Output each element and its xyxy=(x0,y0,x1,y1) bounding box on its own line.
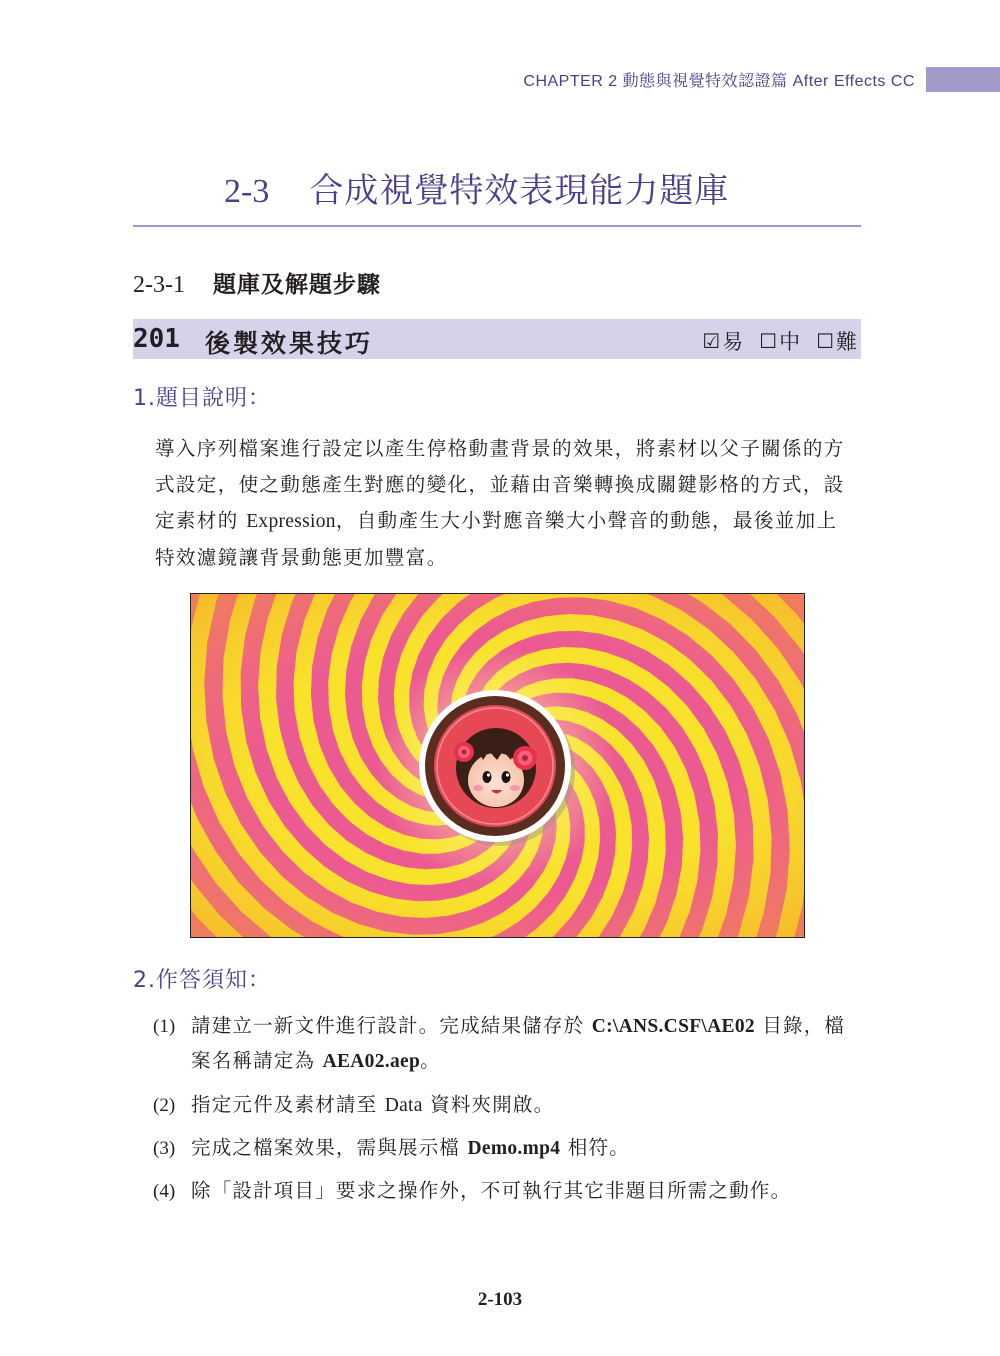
list-item: (2) 指定元件及素材請至 Data 資料夾開啟。 xyxy=(153,1093,555,1116)
running-head: CHAPTER 2 動態與視覺特效認證篇 After Effects CC xyxy=(523,73,915,90)
list-item: (4) 除「設計項目」要求之操作外，不可執行其它非題目所需之動作。 xyxy=(153,1179,792,1202)
difficulty-hard xyxy=(816,326,857,356)
difficulty-rating xyxy=(702,326,857,356)
question-bar xyxy=(133,319,861,359)
preview-image xyxy=(190,593,805,938)
list-item-continued: 案名稱請定為 AEA02.aep。 xyxy=(191,1049,441,1072)
section-divider xyxy=(133,225,861,227)
list-item: (3) 完成之檔案效果，需與展示檔 Demo.mp4 相符。 xyxy=(153,1136,630,1159)
description-heading: 1.題目說明： xyxy=(133,386,271,411)
section-number: 2-3 xyxy=(224,173,270,210)
difficulty-label: 易 xyxy=(722,330,744,354)
difficulty-label: 中 xyxy=(779,330,801,354)
expression-term: Expression xyxy=(246,511,336,532)
rose-right-icon xyxy=(513,746,537,770)
difficulty-easy xyxy=(702,326,743,356)
swirl-illustration xyxy=(191,594,804,937)
difficulty-label: 難 xyxy=(836,330,857,354)
question-title: 後製效果技巧 xyxy=(205,329,374,358)
difficulty-medium xyxy=(759,326,800,356)
list-item: (1) 請建立一新文件進行設計。完成結果儲存於 C:\ANS.CSF\AE02 目錄，檔 xyxy=(153,1014,846,1037)
checked-box-icon: ☑ xyxy=(702,329,721,353)
file-name: AEA02.aep xyxy=(322,1051,421,1072)
paragraph-line: 定素材的 Expression，自動產生大小對應音樂大小聲音的動態，最後並加上 xyxy=(155,509,838,532)
section-title xyxy=(224,163,729,212)
chapter-tab xyxy=(926,67,1000,92)
description-paragraph xyxy=(155,431,865,576)
instructions-heading: 2.作答須知： xyxy=(133,968,271,993)
data-folder: Data xyxy=(384,1095,423,1116)
paragraph-line: 特效濾鏡讓背景動態更加豐富。 xyxy=(155,546,448,569)
demo-file: Demo.mp4 xyxy=(467,1138,561,1159)
paragraph-line: 導入序列檔案進行設定以產生停格動畫背景的效果，將素材以父子關係的方 xyxy=(155,437,845,460)
paragraph-line: 式設定，使之動態產生對應的變化，並藉由音樂轉換成關鍵影格的方式，設 xyxy=(155,473,845,496)
unchecked-box-icon: ☐ xyxy=(759,329,778,353)
question-number: 201 xyxy=(133,324,180,354)
save-path: C:\ANS.CSF\AE02 xyxy=(591,1016,755,1037)
subsection-number: 2-3-1 xyxy=(133,272,185,298)
rose-left-icon xyxy=(454,742,474,762)
unchecked-box-icon: ☐ xyxy=(816,329,834,353)
subsection-title xyxy=(133,266,381,299)
section-title-text: 合成視覺特效表現能力題庫 xyxy=(309,171,730,211)
subsection-title-text: 題庫及解題步驟 xyxy=(212,272,381,298)
page-number: 2-103 xyxy=(477,1289,523,1310)
